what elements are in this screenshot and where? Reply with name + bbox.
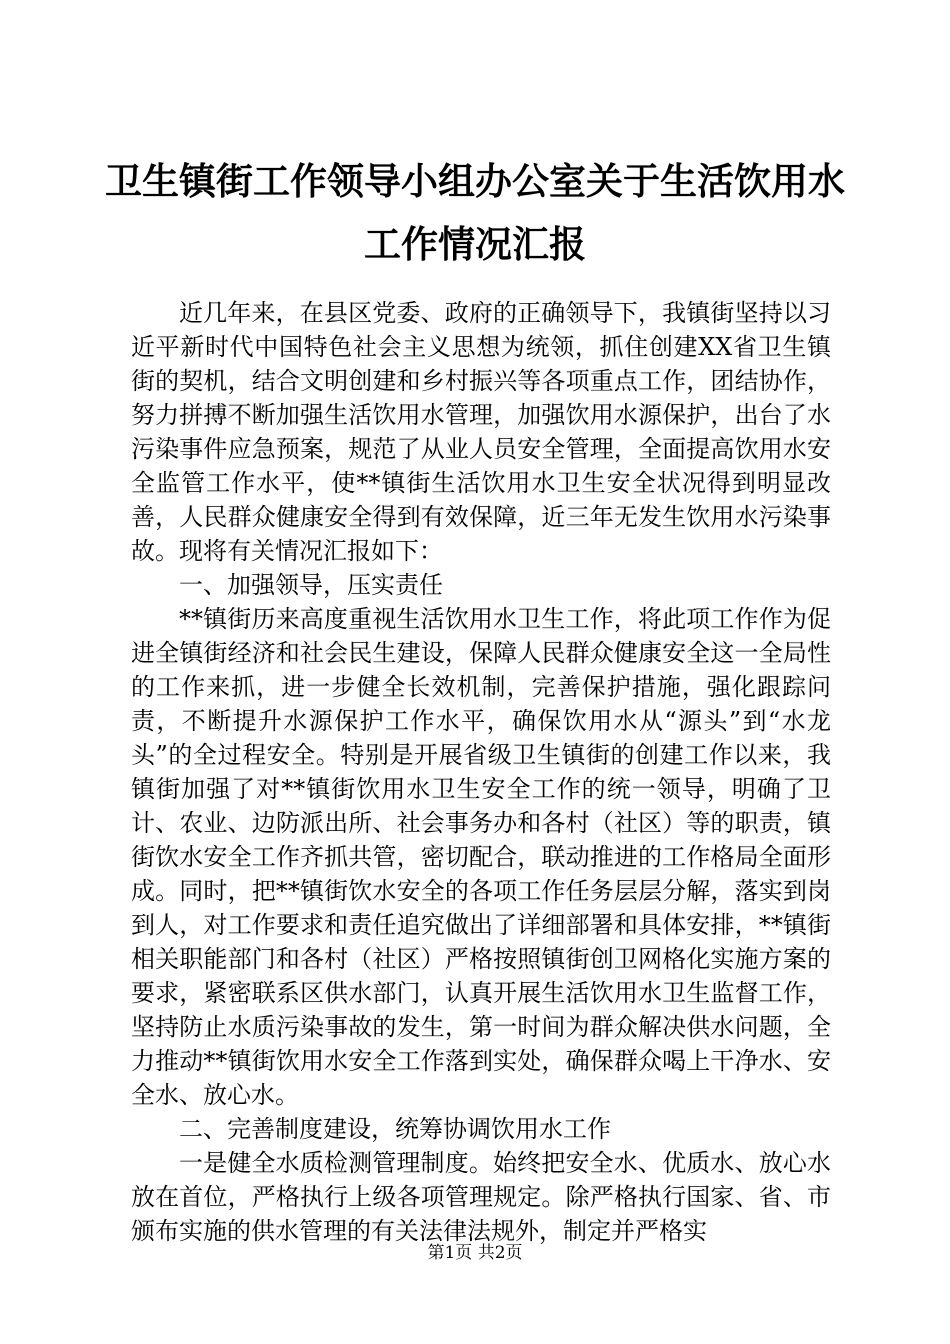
page-footer: 第1页 共2页 <box>427 1243 523 1263</box>
section-1-paragraph: **镇街历来高度重视生活饮用水卫生工作，将此项工作作为促进全镇街经济和社会民生建设，保障人民群众健康安全这一全局性的工作来抓，进一步健全长效机制，完善保护措施，强化跟踪问责，不断提升水源保护工作水平，确保饮用水从“源头”到“水龙头”的全过程安全。特别是开展省级卫生镇街的创建工作以来，我镇街加强了对**镇街饮用水卫生安全工作的统一领导，明确了卫计、农业、边防派出所、社会事务办和各村（社区）等的职责，镇街饮水安全工作齐抓共管，密切配合，联动推进的工作格局全面形成。同时，把**镇街饮水安全的各项工作任务层层分解，落实到岗到人，对工作要求和责任追究做出了详细部署和具体安排，**镇街相关职能部门和各村（社区）严格按照镇街创卫网格化实施方案的要求，紧密联系区供水部门，认真开展生活饮用水卫生监督工作，坚持防止水质污染事故的发生，第一时间为群众解决供水问题，全力推动**镇街饮用水安全工作落到实处，确保群众喝上干净水、安全水、放心水。 <box>131 605 831 1109</box>
section-2-paragraph: 一是健全水质检测管理制度。始终把安全水、优质水、放心水放在首位，严格执行上级各项管理规定。除严格执行国家、省、市颁布实施的供水管理的有关法律法规外，制定并严格实 <box>131 1149 831 1245</box>
document-title-line-1: 卫生镇街工作领导小组办公室关于生活饮用水 <box>105 159 845 203</box>
intro-paragraph: 近几年来，在县区党委、政府的正确领导下，我镇街坚持以习近平新时代中国特色社会主义思想为统领，抓住创建XX省卫生镇街的契机，结合文明创建和乡村振兴等各项重点工作，团结协作，努力拼搏不断加强生活饮用水管理，加强饮用水源保护，出台了水污染事件应急预案，规范了从业人员安全管理，全面提高饮用水安全监管工作水平，使**镇街生活饮用水卫生安全状况得到明显改善，人民群众健康安全得到有效保障，近三年无发生饮用水污染事故。现将有关情况汇报如下： <box>131 299 831 565</box>
document-title-line-2: 工作情况汇报 <box>364 222 586 266</box>
section-heading-2: 二、完善制度建设，统筹协调饮用水工作 <box>179 1115 611 1143</box>
section-heading-1: 一、加强领导，压实责任 <box>179 571 443 599</box>
document-body <box>131 296 831 1248</box>
